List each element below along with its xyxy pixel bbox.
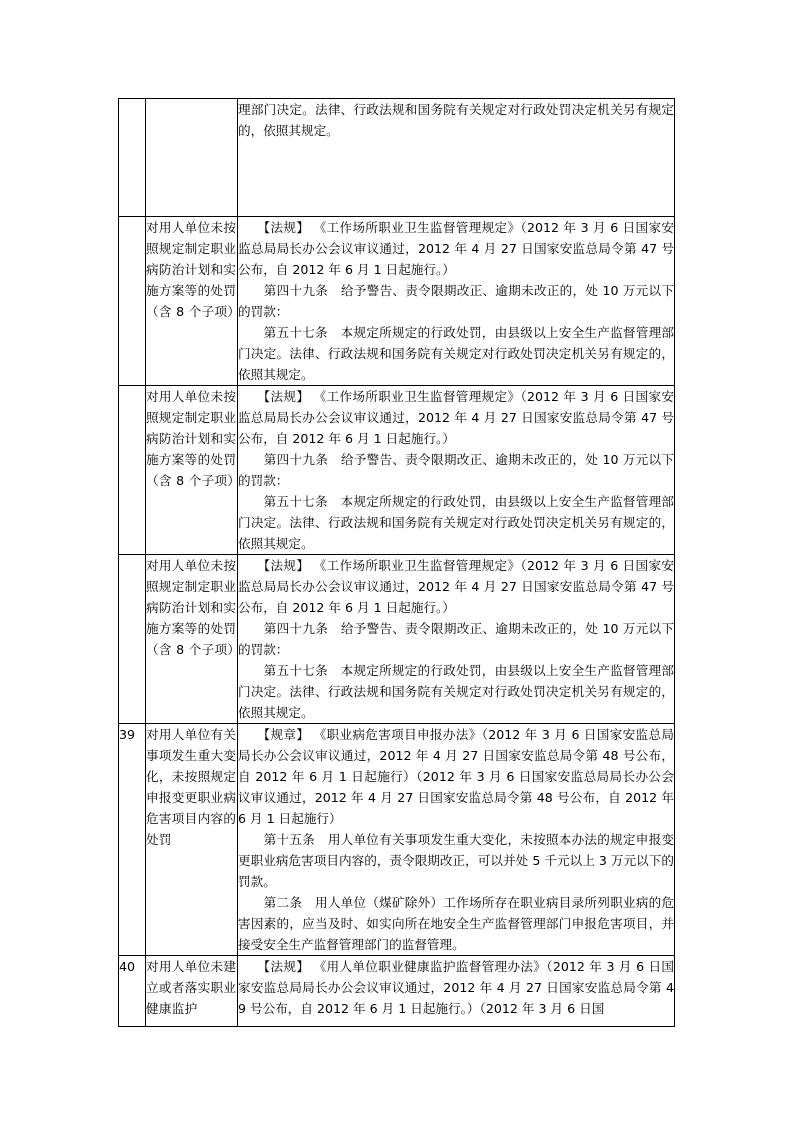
row-number <box>119 386 146 555</box>
legal-basis-cell <box>238 217 675 386</box>
row-number <box>119 99 146 217</box>
row-number: 39 <box>119 724 146 956</box>
legal-basis-paragraph: 【法规】 《工作场所职业卫生监督管理规定》（2012 年 3 月 6 日国家安监总局局长办公会议审议通过，2012 年 4 月 27 日国家安监总局令第 47 号公布，自 2012 年 6 月 1 日起施行。） <box>238 389 674 446</box>
table-row <box>119 555 675 724</box>
legal-basis-paragraph: 【法规】 《工作场所职业卫生监督管理规定》（2012 年 3 月 6 日国家安监总局局长办公会议审议通过，2012 年 4 月 27 日国家安监总局令第 47 号公布，自 2012 年 6 月 1 日起施行。） <box>238 220 674 277</box>
legal-basis-cell <box>238 386 675 555</box>
row-number <box>119 217 146 386</box>
row-number: 40 <box>119 956 146 1027</box>
penalty-item-name: 对用人单位未按照规定制定职业病防治计划和实施方案等的处罚（含 8 个子项） <box>146 555 238 724</box>
table-row <box>119 386 675 555</box>
legal-basis-paragraph: 理部门决定。法律、行政法规和国务院有关规定对行政处罚决定机关另有规定的，依照其规定。 <box>238 102 674 138</box>
legal-basis-paragraph: 第四十九条 给予警告、责令限期改正、逾期未改正的，处 10 万元以下的罚款： <box>238 452 674 488</box>
legal-basis-paragraph: 第四十九条 给予警告、责令限期改正、逾期未改正的，处 10 万元以下的罚款： <box>238 621 674 657</box>
legal-basis-paragraph: 【法规】 《用人单位职业健康监护监督管理办法》（2012 年 3 月 6 日国家安监总局局长办公会议审议通过，2012 年 4 月 27 日国家安监总局令第 49 号公布，自 2012 年 6 月 1 日起施行。）（2012 年 3 月 6 日国 <box>238 959 674 1016</box>
legal-basis-cell <box>238 555 675 724</box>
row-number <box>119 555 146 724</box>
table-row <box>119 956 675 1027</box>
table-body <box>119 99 679 1027</box>
penalty-item-name: 对用人单位未按照规定制定职业病防治计划和实施方案等的处罚（含 8 个子项） <box>146 386 238 555</box>
regulation-table <box>118 98 679 1027</box>
penalty-item-name: 对用人单位未按照规定制定职业病防治计划和实施方案等的处罚（含 8 个子项） <box>146 217 238 386</box>
penalty-item-name: 对用人单位未建立或者落实职业健康监护 <box>146 956 238 1027</box>
legal-basis-paragraph: 【规章】 《职业病危害项目申报办法》（2012 年 3 月 6 日国家安监总局局长办公会议审议通过，2012 年 4 月 27 日国家安监总局令第 48 号公布，自 2012 年 6 月 1 日起施行）（2012 年 3 月 6 日国家安监总局局长办公会议审议通过，2012 年 4 月 27 日国家安监总局令第 48 号公布，自 2012 年 6 月 1 日起施行） <box>238 727 679 826</box>
legal-basis-paragraph: 【法规】 《工作场所职业卫生监督管理规定》（2012 年 3 月 6 日国家安监总局局长办公会议审议通过，2012 年 4 月 27 日国家安监总局令第 47 号公布，自 2012 年 6 月 1 日起施行。） <box>238 558 674 615</box>
penalty-item-name <box>146 99 238 217</box>
legal-basis-cell <box>238 956 675 1027</box>
legal-basis-cell <box>238 724 679 956</box>
legal-basis-paragraph: 第五十七条 本规定所规定的行政处罚，由县级以上安全生产监督管理部门决定。法律、行政法规和国务院有关规定对行政处罚决定机关另有规定的，依照其规定。 <box>238 325 674 382</box>
table-row <box>119 217 675 386</box>
legal-basis-paragraph: 第十五条 用人单位有关事项发生重大变化，未按照本办法的规定申报变更职业病危害项目内容的，责令限期改正，可以并处 5 千元以上 3 万元以下的罚款。 <box>238 832 674 889</box>
legal-basis-cell <box>238 99 675 217</box>
legal-basis-paragraph: 第五十七条 本规定所规定的行政处罚，由县级以上安全生产监督管理部门决定。法律、行政法规和国务院有关规定对行政处罚决定机关另有规定的，依照其规定。 <box>238 663 674 720</box>
legal-basis-paragraph: 第二条 用人单位（煤矿除外）工作场所存在职业病目录所列职业病的危害因素的，应当及时、如实向所在地安全生产监督管理部门申报危害项目，并接受安全生产监督管理部门的监督管理。 <box>238 895 674 952</box>
table-row <box>119 724 675 956</box>
penalty-item-name: 对用人单位有关事项发生重大变化，未按照规定申报变更职业病危害项目内容的处罚 <box>146 724 238 956</box>
legal-basis-paragraph: 第四十九条 给予警告、责令限期改正、逾期未改正的，处 10 万元以下的罚款： <box>238 283 674 319</box>
legal-basis-paragraph: 第五十七条 本规定所规定的行政处罚，由县级以上安全生产监督管理部门决定。法律、行政法规和国务院有关规定对行政处罚决定机关另有规定的，依照其规定。 <box>238 494 674 551</box>
table-row <box>119 99 675 217</box>
